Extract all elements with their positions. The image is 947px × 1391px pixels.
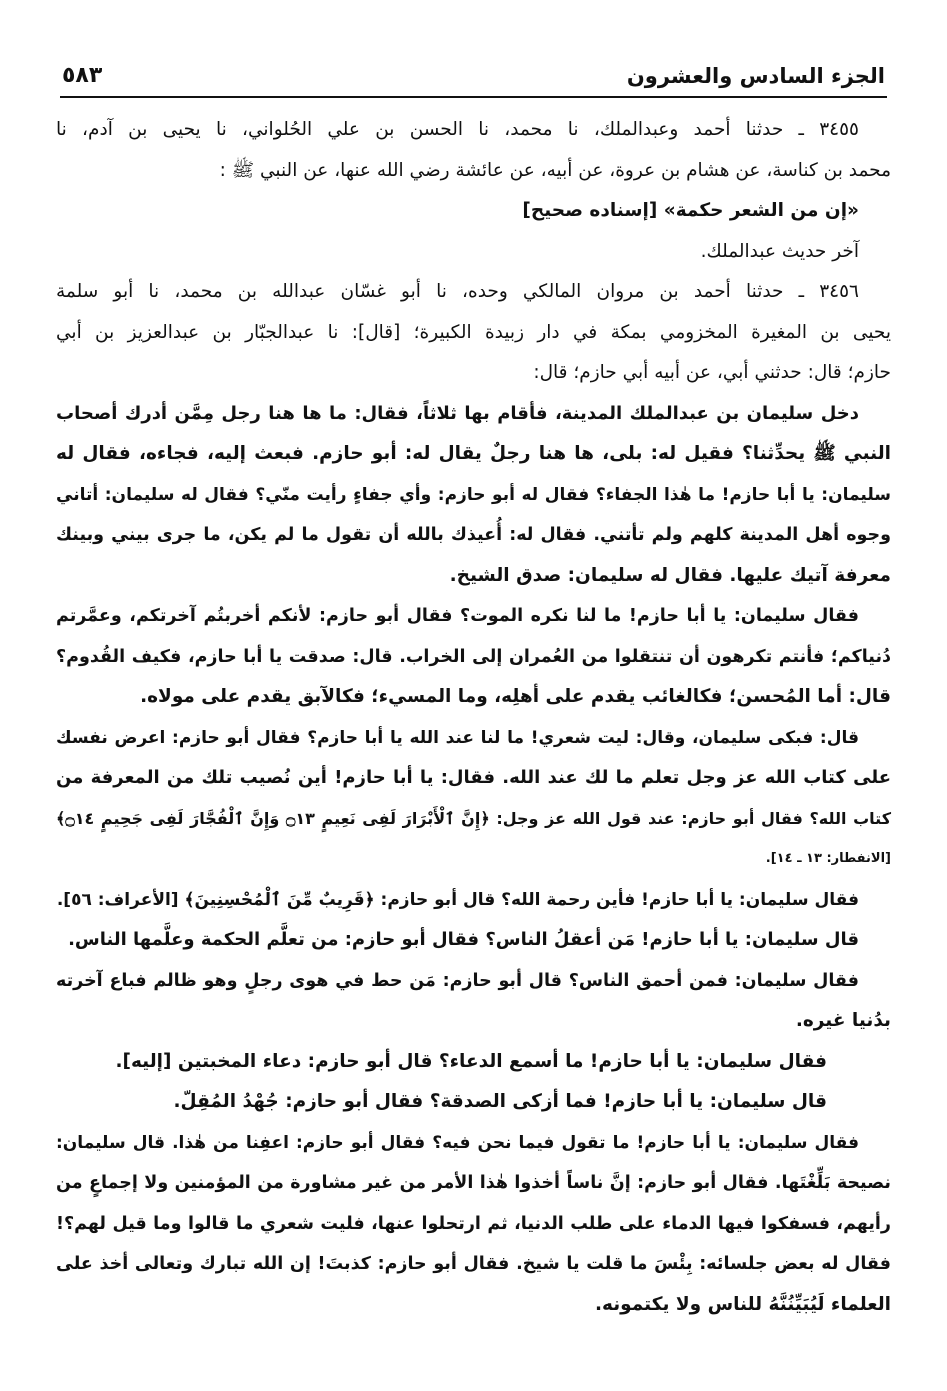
text-line: ٣٤٥٥ ـ حدثنا أحمد وعبدالملك، نا محمد، نا الحسن بن علي الحُلواني، نا يحيى بن آدم، نا — [56, 119, 859, 140]
text-line: «إن من الشعر حكمة» [إسناده صحيح] — [522, 200, 859, 221]
text-line: معرفة آتيك عليها. فقال له سليمان: صدق الشيخ. — [449, 564, 891, 586]
page-number: ٥٨٣ — [62, 63, 103, 88]
header-rule — [60, 96, 887, 98]
text-line: رأيهم، فسفكوا فيها الدماء على طلب الدنيا، ثم ارتحلوا عنها، فليت شعري ما قالوا وما قيل لهم؟! — [56, 1213, 891, 1234]
text-line: فقال سليمان: يا أبا حازم! ما لنا نكره الموت؟ فقال أبو حازم: لأنكم أخربتُم آخرتكم، وعمَّرتم — [56, 606, 859, 626]
page-header — [62, 52, 885, 88]
text-line: فقال سليمان: يا أبا حازم! ما أسمع الدعاء؟ قال أبو حازم: دعاء المخبتين [إليه]. — [115, 1050, 827, 1072]
text-line: حازم؛ قال: حدثني أبي، عن أبيه أبي حازم؛ قال: — [533, 362, 891, 383]
text-line: قال: أما المُحسن؛ فكالغائب يقدم على أهلِه، وما المسيء؛ فكالآبق يقدم على مولاه. — [140, 686, 891, 707]
text-line: فقال له بعض جلسائه: بِئْسَ ما قلت يا شيخ. فقال أبو حازم: كذبتَ! إن الله تبارك وتعالى أخذ على — [56, 1254, 891, 1274]
running-title: الجزء السادس والعشرون — [626, 64, 885, 88]
text-line: دُنياكم؛ فأنتم تكرهون أن تنتقلوا من العُمران إلى الخراب. قال: صدقت يا أبا حازم، فكيف القُدوم؟ — [56, 646, 891, 667]
text-line: آخر حديث عبدالملك. — [700, 240, 859, 262]
text-line: قال: فبكى سليمان، وقال: ليت شعري! ما لنا عند الله يا أبا حازم؟ فقال أبو حازم: اعرض نفسك — [56, 727, 859, 748]
text-line: العلماء لَيُبَيِّنُنَّهُ للناس ولا يكتمونه. — [594, 1293, 891, 1315]
text-line: [الانفطار: ١٣ ـ ١٤]. — [765, 851, 891, 866]
text-line: دخل سليمان بن عبدالملك المدينة، فأقام بها ثلاثاً، فقال: ما ها هنا رجل مِمَّن أدرك أصحاب — [56, 402, 859, 424]
text-line: كتاب الله؟ فقال أبو حازم: عند قول الله عز وجل: ﴿إِنَّ ٱلْأَبْرَارَ لَفِى نَعِيمٍ ۝١٣ وَإِنَّ ٱلْفُجَّارَ لَفِى جَحِيمٍ ۝١٤﴾ — [56, 808, 892, 828]
text-line: ٣٤٥٦ ـ حدثنا أحمد بن مروان المالكي وحده، نا أبو غسّان عبدالله بن محمد، نا أبو سلمة — [56, 281, 859, 302]
page-body — [56, 110, 891, 1325]
text-line: نصيحة بَلِّغْتَها. فقال أبو حازم: إنَّ ناساً أخذوا هٰذا الأمر من غير مشاورة من المؤمنين ولا إجماعٍ من — [56, 1173, 891, 1193]
text-line: فقال سليمان: يا أبا حازم! فأين رحمة الله؟ قال أبو حازم: ﴿قَرِيبٌ مِّنَ ٱلْمُحْسِنِينَ﴾ [الأعراف: ٥٦]. — [56, 889, 859, 910]
text-line: قال سليمان: يا أبا حازم! فما أزكى الصدقة؟ فقال أبو حازم: جُهْدُ المُقِلّ. — [173, 1091, 827, 1112]
text-line: يحيى بن المغيرة المخزومي بمكة في دار زبيدة الكبيرة؛ [قال]: نا عبدالجبّار بن عبدالعزيز بن أبي — [56, 321, 891, 343]
text-line: وجوه أهل المدينة كلهم ولم تأتني. فقال له: أُعيذك بالله أن تقول ما لم يكن، ما جرى بيني وبينك — [56, 525, 891, 545]
text-line: محمد بن كناسة، عن هشام بن عروة، عن أبيه، عن عائشة رضي الله عنها، عن النبي ﷺ : — [219, 159, 891, 181]
text-line: بدُنيا غيره. — [795, 1010, 891, 1031]
text-line: سليمان: يا أبا حازم! ما هٰذا الجفاء؟ فقال له أبو حازم: وأي جفاءٍ رأيت منّي؟ فقال له سليمان: أتاني — [56, 484, 891, 505]
text-line: النبي ﷺ يحدِّثنا؟ فقيل له: بلى، ها هنا رجلٌ يقال له: أبو حازم. فبعث إليه، فجاءه، فقال له — [56, 443, 891, 464]
text-line: على كتاب الله عز وجل تعلم ما لك عند الله. فقال: يا أبا حازم! أين نُصيب تلك من المعرفة من — [56, 767, 891, 788]
text-line: فقال سليمان: يا أبا حازم! ما تقول فيما نحن فيه؟ فقال أبو حازم: اعفِنا من هٰذا. قال سليمان: — [56, 1132, 859, 1153]
text-line: فقال سليمان: فمن أحمق الناس؟ قال أبو حازم: مَن حط في هوى رجلٍ وهو ظالم فباع آخرته — [56, 970, 859, 991]
text-line: قال سليمان: يا أبا حازم! مَن أعقلُ الناس؟ فقال أبو حازم: من تعلَّم الحكمة وعلَّمها الناس. — [68, 929, 859, 950]
